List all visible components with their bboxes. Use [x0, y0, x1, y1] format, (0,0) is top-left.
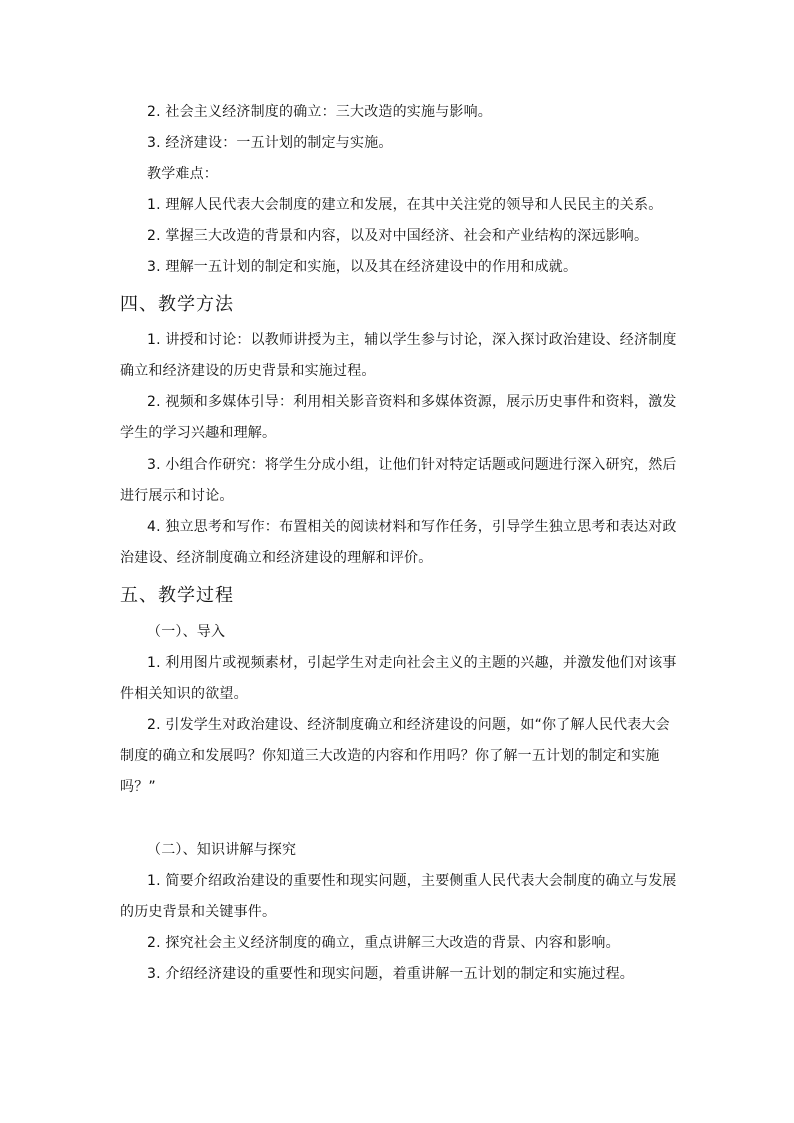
paragraph-line: 制度的确立和发展吗？你知道三大改造的内容和作用吗？你了解一五计划的制定和实施	[120, 748, 660, 764]
paragraph-line: 2. 视频和多媒体引导：利用相关影音资料和多媒体资源，展示历史事件和资料，激发	[147, 394, 677, 410]
section-heading-4: 四、教学方法	[120, 294, 234, 315]
paragraph-line: 件相关知识的欲望。	[120, 686, 248, 702]
paragraph-line: 的历史背景和关键事件。	[120, 904, 277, 920]
paragraph-line: 2. 掌握三大改造的背景和内容，以及对中国经济、社会和产业结构的深远影响。	[147, 228, 649, 244]
paragraph-line: 3. 小组合作研究：将学生分成小组，让他们针对特定话题或问题进行深入研究，然后	[147, 457, 677, 473]
paragraph-line: 吗？”	[120, 779, 156, 795]
paragraph-line: 1. 理解人民代表大会制度的建立和发展，在其中关注党的领导和人民民主的关系。	[147, 197, 663, 213]
paragraph-line: 治建设、经济制度确立和经济建设的理解和评价。	[120, 550, 433, 566]
paragraph-line: 1. 简要介绍政治建设的重要性和现实问题，主要侧重人民代表大会制度的确立与发展	[147, 873, 677, 889]
difficulties-label: 教学难点：	[147, 166, 218, 182]
paragraph-line: 1. 讲授和讨论：以教师讲授为主，辅以学生参与讨论，深入探讨政治建设、经济制度	[147, 332, 677, 348]
paragraph-line: 2. 探究社会主义经济制度的确立，重点讲解三大改造的背景、内容和影响。	[147, 935, 620, 951]
paragraph-line: 3. 介绍经济建设的重要性和现实问题，着重讲解一五计划的制定和实施过程。	[147, 966, 635, 982]
paragraph-line: 学生的学习兴趣和理解。	[120, 425, 277, 441]
paragraph-line: 确立和经济建设的历史背景和实施过程。	[120, 363, 376, 379]
section-heading-5: 五、教学过程	[120, 585, 234, 606]
subsection-title: （一）、导入	[147, 624, 226, 640]
paragraph-line: 2. 引发学生对政治建设、经济制度确立和经济建设的问题，如“你了解人民代表大会	[147, 717, 670, 733]
paragraph-line: 3. 理解一五计划的制定和实施，以及其在经济建设中的作用和成就。	[147, 259, 578, 275]
paragraph-line: 1. 利用图片或视频素材，引起学生对走向社会主义的主题的兴趣，并激发他们对该事	[147, 655, 677, 671]
paragraph-line: 进行展示和讨论。	[120, 488, 234, 504]
paragraph-line: 4. 独立思考和写作：布置相关的阅读材料和写作任务，引导学生独立思考和表达对政	[147, 519, 677, 535]
paragraph-line: 3. 经济建设：一五计划的制定与实施。	[147, 135, 393, 151]
subsection-title: （二）、知识讲解与探究	[147, 842, 297, 858]
paragraph-line: 2. 社会主义经济制度的确立：三大改造的实施与影响。	[147, 104, 493, 120]
